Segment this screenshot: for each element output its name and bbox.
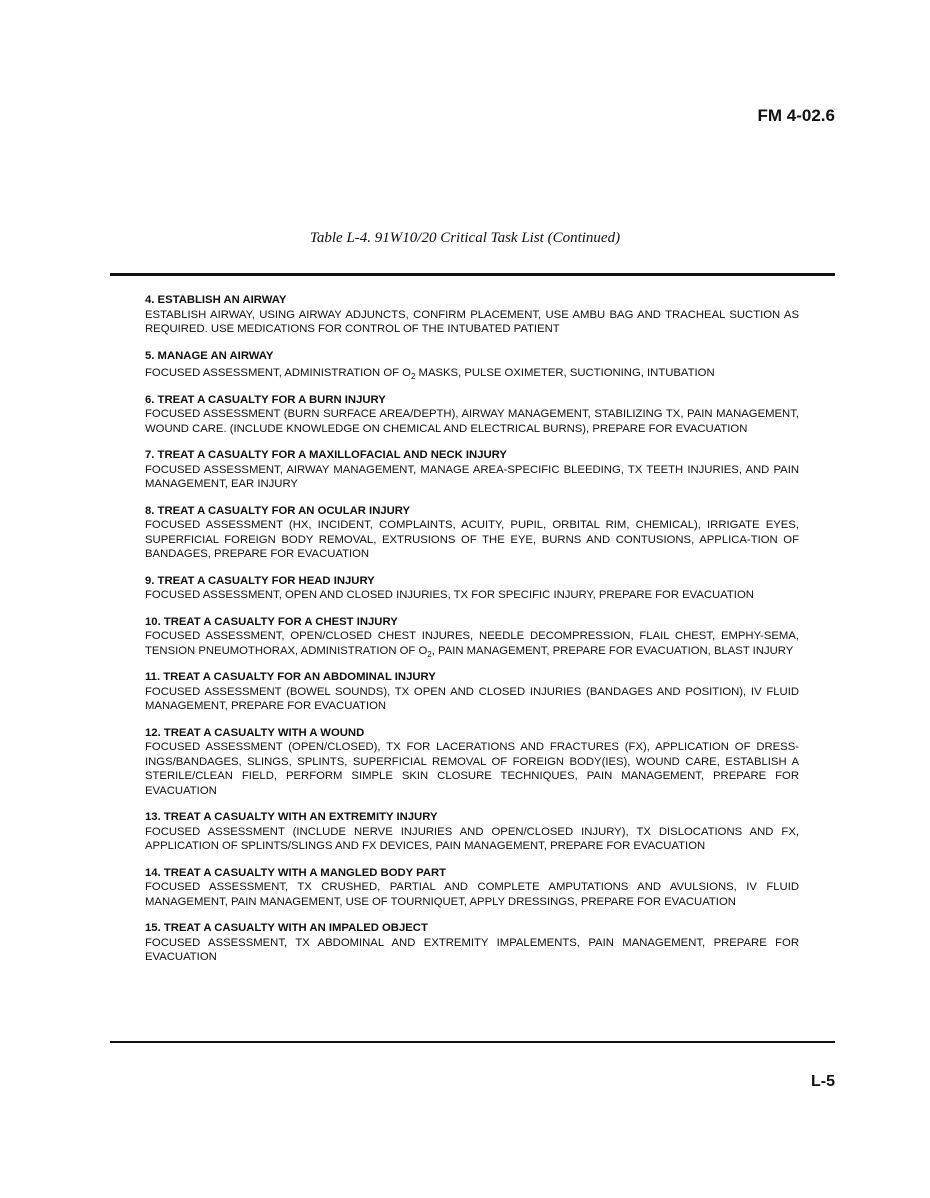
task-title: 10. TREAT A CASUALTY FOR A CHEST INJURY — [145, 615, 398, 628]
task-item — [145, 349, 799, 381]
table-caption: Table L-4. 91W10/20 Critical Task List (Continued) — [309, 230, 621, 246]
task-description: FOCUSED ASSESSMENT (BOWEL SOUNDS), TX OPEN AND CLOSED INJURIES (BANDAGES AND POSITION), IV FLUID MANAGEMENT, PREPARE FOR EVACUATION — [145, 685, 799, 712]
task-item — [145, 810, 799, 854]
task-title: 4. ESTABLISH AN AIRWAY — [145, 294, 287, 306]
task-title: 5. MANAGE AN AIRWAY — [145, 349, 274, 362]
task-item — [145, 504, 799, 562]
task-title: 7. TREAT A CASUALTY FOR A MAXILLOFACIAL AND NECK INJURY — [145, 449, 507, 461]
task-description: FOCUSED ASSESSMENT (INCLUDE NERVE INJURIES AND OPEN/CLOSED INJURY), TX DISLOCATIONS AND FX, APPLICATION OF SPLINTS/SLINGS AND FX DEVICES, PAIN MANAGEMENT, PREPARE FOR EVACUATION — [145, 825, 799, 852]
task-title: 14. TREAT A CASUALTY WITH A MANGLED BODY PART — [145, 866, 447, 879]
task-title: 12. TREAT A CASUALTY WITH A WOUND — [145, 726, 365, 739]
task-item — [145, 393, 799, 437]
oxygen-symbol: $O_2$ — [402, 367, 416, 381]
task-description: FOCUSED ASSESSMENT (OPEN/CLOSED), TX FOR LACERATIONS AND FRACTURES (FX), APPLICATION OF DRESS-INGS/BANDAGES, SLINGS, SPLINTS, SUPERFICIAL REMOVAL OF FOREIGN BODY(IES), WOUND CARE, ESTABLISH A STERILE/CLEAN FIELD, PERFORM SIMPLE SKIN CLOSURE TECHNIQUES, PAIN MANAGEMENT, PREPARE FOR EVACUATION — [145, 741, 799, 797]
task-description: FOCUSED ASSESSMENT (BURN SURFACE AREA/DEPTH), AIRWAY MANAGEMENT, STABILIZING TX, PAIN MANAGEMENT, WOUND CARE. (INCLUDE KNOWLEDGE ON CHEMICAL AND ELECTRICAL BURNS), PREPARE FOR EVACUATION — [145, 408, 799, 435]
task-description: FOCUSED ASSESSMENT (HX, INCIDENT, COMPLAINTS, ACUITY, PUPIL, ORBITAL RIM, CHEMICAL), IRRIGATE EYES, SUPERFICIAL FOREIGN BODY REMOVAL, EXTRUSIONS OF THE EYE, BURNS AND CONTUSIONS, APPLICA-TION OF BANDAGES, PREPARE FOR EVACUATION — [145, 519, 799, 560]
task-description: FOCUSED ASSESSMENT, OPEN AND CLOSED INJURIES, TX FOR SPECIFIC INJURY, PREPARE FOR EVACUATION — [145, 589, 754, 601]
page-number: L-5 — [811, 1073, 835, 1090]
task-description: ESTABLISH AIRWAY, USING AIRWAY ADJUNCTS, CONFIRM PLACEMENT, USE AMBU BAG AND TRACHEAL SUCTION AS REQUIRED. USE MEDICATIONS FOR CONTROL OF THE INTUBATED PATIENT — [145, 308, 799, 335]
task-title: 13. TREAT A CASUALTY WITH AN EXTREMITY INJURY — [145, 811, 438, 823]
task-item — [145, 921, 799, 965]
task-title: 9. TREAT A CASUALTY FOR HEAD INJURY — [145, 574, 375, 587]
table-top-rule — [110, 273, 835, 276]
task-item — [145, 866, 799, 910]
task-item — [145, 574, 799, 603]
task-item — [145, 670, 799, 714]
task-description: FOCUSED ASSESSMENT, TX ABDOMINAL AND EXTREMITY IMPALEMENTS, PAIN MANAGEMENT, PREPARE FOR EVACUATION — [145, 936, 799, 963]
task-description-part: MASKS, PULSE OXIMETER, SUCTIONING, INTUBATION — [415, 367, 715, 379]
task-title: 15. TREAT A CASUALTY WITH AN IMPALED OBJECT — [145, 922, 428, 934]
document-id: FM 4-02.6 — [757, 106, 835, 125]
table-bottom-rule — [110, 1041, 835, 1043]
critical-task-list — [145, 293, 799, 977]
task-description: FOCUSED ASSESSMENT, TX CRUSHED, PARTIAL AND COMPLETE AMPUTATIONS AND AVULSIONS, IV FLUID MANAGEMENT, PAIN MANAGEMENT, USE OF TOURNIQUET, APPLY DRESSINGS, PREPARE FOR EVACUATION — [145, 881, 799, 908]
task-description — [145, 366, 799, 381]
task-description: FOCUSED ASSESSMENT, AIRWAY MANAGEMENT, MANAGE AREA-SPECIFIC BLEEDING, TX TEETH INJURIES, AND PAIN MANAGEMENT, EAR INJURY — [145, 463, 799, 490]
task-item — [145, 448, 799, 492]
task-item — [145, 293, 799, 337]
task-item — [145, 615, 799, 659]
task-description-part: FOCUSED ASSESSMENT, ADMINISTRATION OF — [145, 367, 403, 379]
task-title: 8. TREAT A CASUALTY FOR AN OCULAR INJURY — [145, 504, 411, 517]
task-description — [145, 629, 799, 658]
task-description-part: FOCUSED ASSESSMENT, OPEN/CLOSED CHEST INJURES, NEEDLE DECOMPRESSION, FLAIL CHEST, EMPHY-SEMA, TENSION PNEUMOTHORAX, ADMINISTRATION OF — [145, 630, 799, 657]
task-description-part: , PAIN MANAGEMENT, PREPARE FOR EVACUATION, BLAST INJURY — [431, 644, 794, 657]
task-title: 6. TREAT A CASUALTY FOR A BURN INJURY — [145, 393, 386, 406]
task-title: 11. TREAT A CASUALTY FOR AN ABDOMINAL INJURY — [145, 671, 436, 683]
oxygen-symbol: $O_2$ — [418, 644, 432, 659]
task-item — [145, 726, 799, 799]
